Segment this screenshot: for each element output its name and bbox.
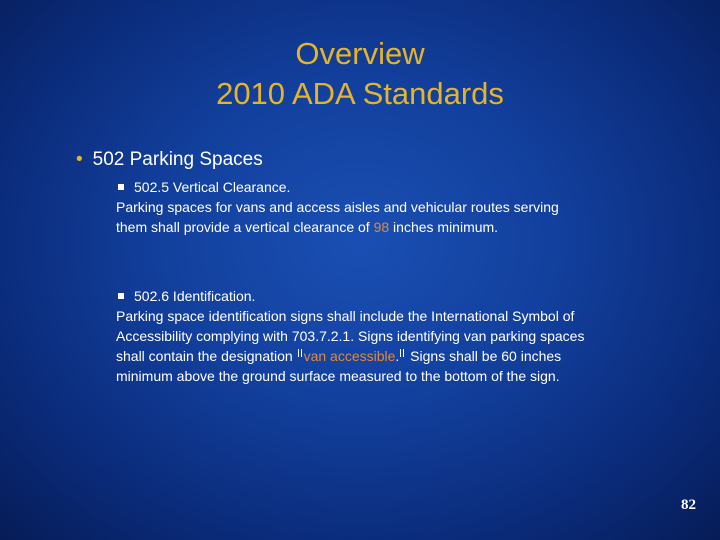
section-heading-text: 502.5 Vertical Clearance. (134, 179, 291, 195)
body-text: Parking spaces for vans and access aisles and vehicular routes serving them shall provide a vertical clearance of (116, 199, 559, 235)
section-identification (116, 286, 586, 386)
main-bullet-text: 502 Parking Spaces (92, 149, 263, 170)
section-vertical-clearance (116, 177, 586, 237)
close-quote-icon (400, 349, 404, 357)
square-bullet-icon (118, 293, 124, 299)
slide-title (0, 34, 720, 114)
period-text: . (395, 348, 400, 364)
section-heading-text: 502.6 Identification. (134, 288, 256, 304)
title-line-1: Overview (295, 36, 425, 71)
highlight-value: 98 (373, 219, 390, 235)
section-body (116, 197, 586, 237)
body-text: Parking space identification signs shall include the International Symbol of Accessibility complying with 703.7.2.1. Signs identifying van parking spaces shall contain the designation (116, 308, 585, 364)
main-bullet (76, 149, 263, 171)
section-body (116, 306, 586, 386)
square-bullet-icon (118, 184, 124, 190)
bullet-dot-icon: • (76, 149, 83, 170)
title-line-2: 2010 ADA Standards (216, 76, 504, 111)
section-heading (116, 286, 586, 306)
body-text-end: Signs shall be 60 inches minimum above the ground surface measured to the bottom of the sign. (116, 348, 562, 384)
highlight-phrase: van accessible (303, 348, 396, 364)
open-quote-icon (298, 349, 302, 357)
page-number: 82 (681, 497, 696, 513)
body-text-end: inches minimum. (389, 219, 499, 235)
section-heading (116, 177, 586, 197)
